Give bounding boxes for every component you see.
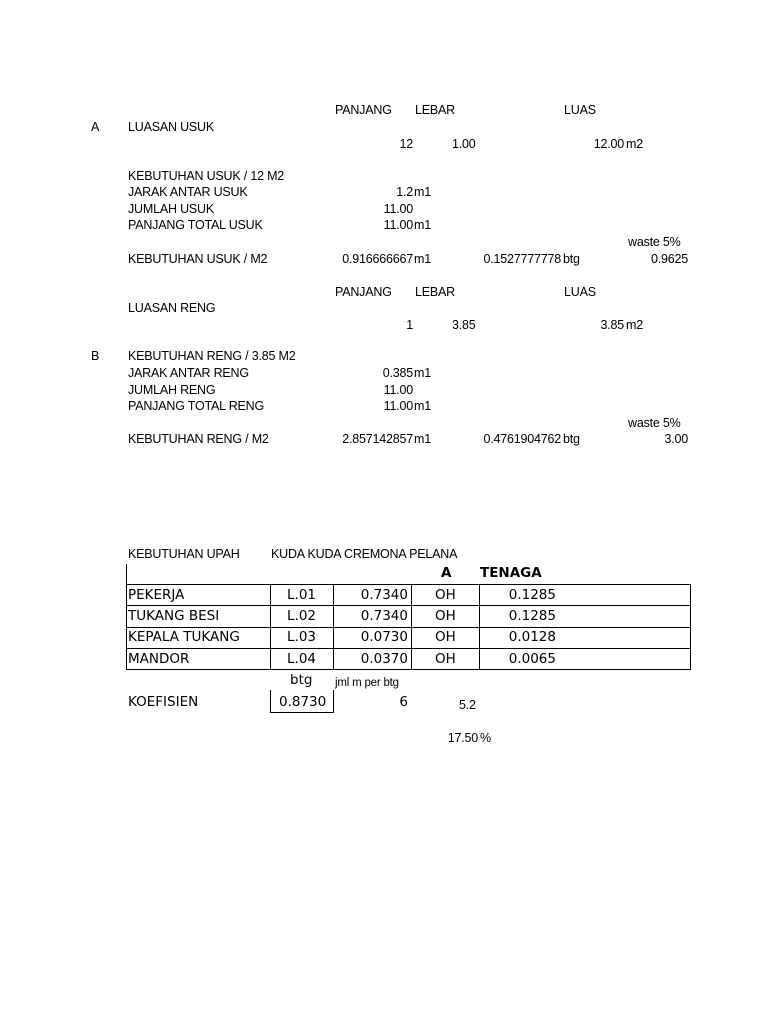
usuk-per-m2-unit: m1 (414, 252, 431, 266)
extra-value: 5.2 (459, 698, 476, 712)
usuk-waste-value: 0.9625 (650, 252, 688, 266)
reng-jumlah-label: JUMLAH RENG (128, 383, 216, 397)
jml-value: 6 (399, 694, 408, 710)
usuk-lebar-value: 1.00 (452, 137, 476, 151)
reng-jarak-label: JARAK ANTAR RENG (128, 366, 249, 380)
upah-col-tenaga: TENAGA (480, 565, 542, 581)
section-letter-b: B (91, 349, 100, 363)
table-left-border (126, 564, 127, 670)
reng-btg-value: 0.4761904762 (483, 432, 561, 446)
reng-col-luas: LUAS (564, 285, 596, 299)
row-unit: OH (435, 608, 456, 624)
reng-btg-unit: btg (563, 432, 580, 446)
koefisien-box-bottom (270, 712, 334, 713)
reng-panjang-total-unit: m1 (414, 399, 431, 413)
usuk-panjang-total-value: 11.00 (383, 218, 413, 232)
reng-waste-label: waste 5% (628, 416, 681, 430)
row-coef: 0.7340 (360, 587, 408, 603)
row-code: L.03 (287, 629, 316, 645)
row-name: PEKERJA (128, 587, 185, 603)
btg-label: btg (290, 672, 313, 688)
reng-panjang-total-value: 11.00 (383, 399, 413, 413)
koefisien-label: KOEFISIEN (128, 694, 199, 710)
row-value: 0.1285 (508, 608, 556, 624)
row-value: 0.0065 (508, 651, 556, 667)
reng-panjang-total-label: PANJANG TOTAL RENG (128, 399, 265, 413)
reng-per-m2-label: KEBUTUHAN RENG / M2 (128, 432, 269, 446)
row-coef: 0.0370 (360, 651, 408, 667)
usuk-panjang-value: 12 (399, 137, 413, 151)
row-unit: OH (435, 629, 456, 645)
row-value: 0.0128 (508, 629, 556, 645)
usuk-panjang-total-unit: m1 (414, 218, 431, 232)
usuk-jumlah-label: JUMLAH USUK (128, 202, 215, 216)
usuk-per-m2-value: 0.916666667 (342, 252, 413, 266)
reng-per-m2-unit: m1 (414, 432, 431, 446)
row-coef: 0.0730 (360, 629, 408, 645)
usuk-panjang-total-label: PANJANG TOTAL USUK (128, 218, 263, 232)
usuk-kebutuhan-area-label: KEBUTUHAN USUK / 12 M2 (128, 169, 285, 183)
reng-col-lebar: LEBAR (415, 285, 455, 299)
usuk-waste-label: waste 5% (628, 235, 681, 249)
usuk-luas-unit: m2 (626, 137, 643, 151)
upah-title-item: KUDA KUDA CREMONA PELANA (271, 547, 458, 561)
koefisien-box-right (333, 690, 334, 712)
reng-jumlah-value: 11.00 (383, 383, 413, 397)
usuk-btg-value: 0.1527777778 (483, 252, 561, 266)
reng-jarak-value: 0.385 (382, 366, 413, 380)
reng-kebutuhan-area-label: KEBUTUHAN RENG / 3.85 M2 (128, 349, 296, 363)
table-row-divider-1 (126, 605, 691, 606)
percent-value: 17.50 (447, 731, 478, 745)
usuk-luasan-label: LUASAN USUK (128, 120, 215, 134)
row-code: L.02 (287, 608, 316, 624)
reng-jarak-unit: m1 (414, 366, 431, 380)
reng-waste-value: 3.00 (664, 432, 688, 446)
reng-luas-unit: m2 (626, 318, 643, 332)
usuk-jarak-label: JARAK ANTAR USUK (128, 185, 248, 199)
row-unit: OH (435, 651, 456, 667)
table-top-border (126, 584, 691, 585)
table-bottom-border (126, 669, 691, 670)
koefisien-value: 0.8730 (279, 694, 327, 710)
row-code: L.01 (287, 587, 316, 603)
reng-per-m2-value: 2.857142857 (342, 432, 413, 446)
percent-unit: % (480, 731, 491, 745)
section-letter-a: A (91, 120, 100, 134)
usuk-col-panjang: PANJANG (335, 103, 392, 117)
usuk-jumlah-value: 11.00 (383, 202, 413, 216)
upah-title-label: KEBUTUHAN UPAH (128, 547, 240, 561)
table-row-divider-3 (126, 648, 691, 649)
usuk-btg-unit: btg (563, 252, 580, 266)
row-name: KEPALA TUKANG (128, 629, 240, 645)
row-name: TUKANG BESI (128, 608, 220, 624)
row-value: 0.1285 (508, 587, 556, 603)
reng-col-panjang: PANJANG (335, 285, 392, 299)
upah-col-a: A (441, 565, 452, 581)
koefisien-box-left (270, 690, 271, 712)
usuk-jarak-value: 1.2 (396, 185, 413, 199)
reng-luas-value: 3.85 (600, 318, 624, 332)
jml-label: jml m per btg (335, 677, 399, 689)
reng-panjang-value: 1 (406, 318, 413, 332)
row-code: L.04 (287, 651, 316, 667)
reng-lebar-value: 3.85 (452, 318, 476, 332)
row-unit: OH (435, 587, 456, 603)
usuk-col-luas: LUAS (564, 103, 596, 117)
usuk-jarak-unit: m1 (414, 185, 431, 199)
usuk-per-m2-label: KEBUTUHAN USUK / M2 (128, 252, 268, 266)
usuk-col-lebar: LEBAR (415, 103, 455, 117)
reng-luasan-label: LUASAN RENG (128, 301, 216, 315)
usuk-luas-value: 12.00 (593, 137, 624, 151)
row-name: MANDOR (128, 651, 190, 667)
row-coef: 0.7340 (360, 608, 408, 624)
